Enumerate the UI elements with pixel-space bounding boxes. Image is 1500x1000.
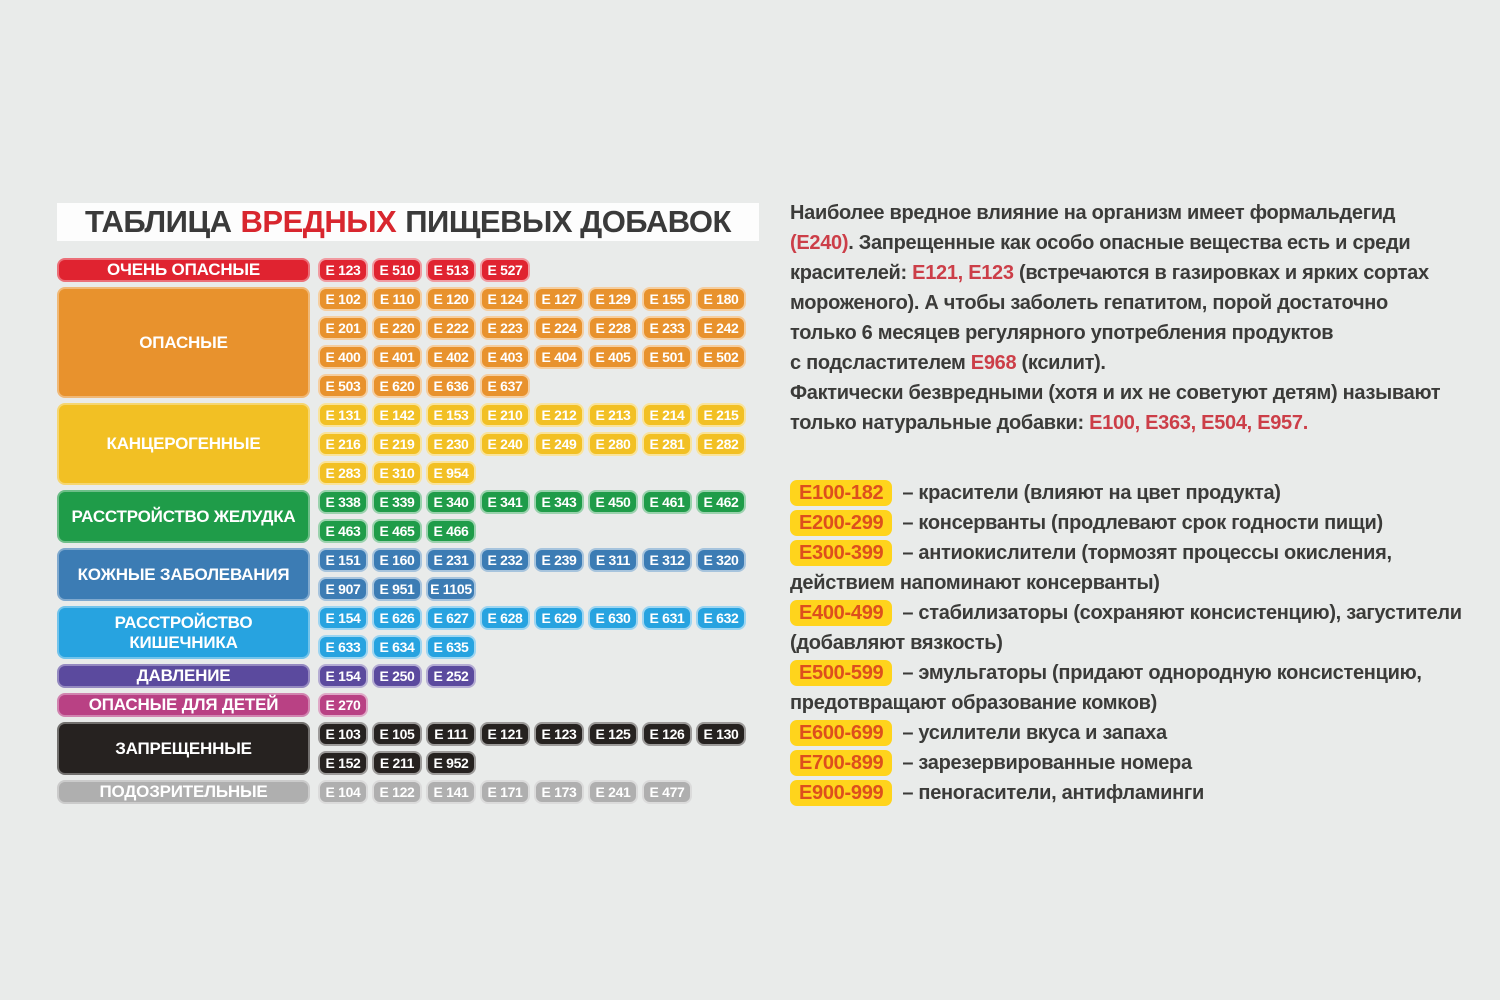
code-chip: E 312 (642, 548, 692, 572)
code-chip: E 402 (426, 345, 476, 369)
code-chip: E 634 (372, 635, 422, 659)
code-chip: E 201 (318, 316, 368, 340)
code-chip: E 142 (372, 403, 422, 427)
table-row (57, 258, 759, 282)
text-segment: Наиболее вредное влияние на организм имеет формальдегид (790, 202, 1396, 224)
code-chip: E 230 (426, 432, 476, 456)
code-chip: E 232 (480, 548, 530, 572)
code-chip: E 636 (426, 374, 476, 398)
paragraph-line (790, 258, 1490, 288)
code-chip-list (318, 548, 759, 601)
legend-item (790, 478, 1490, 508)
legend-range-badge: Е200-299 (790, 510, 892, 536)
code-chip: E 632 (696, 606, 746, 630)
category-label: РАССТРОЙСТВО ЖЕЛУДКА (57, 490, 310, 543)
code-chip: E 102 (318, 287, 368, 311)
paragraph-line (790, 408, 1490, 438)
code-chip: E 461 (642, 490, 692, 514)
code-chip: E 635 (426, 635, 476, 659)
code-chip: E 222 (426, 316, 476, 340)
legend-item (790, 598, 1490, 628)
paragraph-line (790, 228, 1490, 258)
code-chip: E 103 (318, 722, 368, 746)
code-chip: E 154 (318, 664, 368, 688)
legend-description-continued: (добавляют вязкость) (790, 632, 1003, 654)
code-chip: E 340 (426, 490, 476, 514)
additives-table (57, 258, 759, 804)
code-chip: E 111 (426, 722, 476, 746)
table-row (57, 403, 759, 485)
title-part-post: ПИЩЕВЫХ ДОБАВОК (405, 204, 731, 239)
table-row (57, 780, 759, 804)
legend-item (790, 508, 1490, 538)
table-row (57, 693, 759, 717)
legend-range-badge: Е500-599 (790, 660, 892, 686)
text-segment: Е100, Е363, Е504, Е957. (1089, 412, 1308, 434)
code-chip: E 211 (372, 751, 422, 775)
legend-item (790, 778, 1490, 808)
text-segment: только натуральные добавки: (790, 412, 1090, 434)
code-chip-list (318, 258, 759, 282)
code-chip: E 250 (372, 664, 422, 688)
code-chip: E 283 (318, 461, 368, 485)
category-label: ПОДОЗРИТЕЛЬНЫЕ (57, 780, 310, 804)
table-row (57, 490, 759, 543)
legend-range-badge: Е400-499 (790, 600, 892, 626)
code-chip: E 125 (588, 722, 638, 746)
code-chip: E 952 (426, 751, 476, 775)
category-label: РАССТРОЙСТВО КИШЕЧНИКА (57, 606, 310, 659)
legend-description: – стабилизаторы (сохраняют консистенцию), загустители (902, 602, 1462, 624)
code-chip: E 341 (480, 490, 530, 514)
code-chip-list (318, 693, 759, 717)
code-chip: E 123 (534, 722, 584, 746)
code-chip: E 124 (480, 287, 530, 311)
paragraph-line (790, 198, 1490, 228)
code-chip: E 627 (426, 606, 476, 630)
code-chip: E 310 (372, 461, 422, 485)
code-chip: E 404 (534, 345, 584, 369)
code-chip: E 216 (318, 432, 368, 456)
code-chip: E 400 (318, 345, 368, 369)
paragraph-line (790, 288, 1490, 318)
legend-description: – усилители вкуса и запаха (902, 722, 1167, 744)
text-segment: красителей: (790, 262, 913, 284)
code-chip: E 126 (642, 722, 692, 746)
code-chip-list (318, 287, 759, 398)
code-chip: E 465 (372, 519, 422, 543)
code-chip: E 510 (372, 258, 422, 282)
intro-paragraph (790, 198, 1490, 438)
code-chip: E 219 (372, 432, 422, 456)
code-chip: E 223 (480, 316, 530, 340)
code-chip: E 463 (318, 519, 368, 543)
code-chip: E 228 (588, 316, 638, 340)
code-chip: E 450 (588, 490, 638, 514)
code-chip: E 215 (696, 403, 746, 427)
code-chip: E 239 (534, 548, 584, 572)
legend-range-badge: Е300-399 (790, 540, 892, 566)
code-chip: E 155 (642, 287, 692, 311)
code-chip: E 130 (696, 722, 746, 746)
text-segment: мороженого). А чтобы заболеть гепатитом, порой достаточно (790, 292, 1388, 314)
page-title (57, 203, 759, 241)
code-chip: E 131 (318, 403, 368, 427)
code-chip: E 626 (372, 606, 422, 630)
category-label: КАНЦЕРОГЕННЫЕ (57, 403, 310, 485)
category-label: ОЧЕНЬ ОПАСНЫЕ (57, 258, 310, 282)
code-chip: E 1105 (426, 577, 476, 601)
code-chip: E 212 (534, 403, 584, 427)
legend-description: – антиокислители (тормозят процессы окисления, (902, 542, 1392, 564)
code-chip: E 249 (534, 432, 584, 456)
code-chip: E 637 (480, 374, 530, 398)
code-chip: E 224 (534, 316, 584, 340)
title-highlight: ВРЕДНЫХ (240, 204, 397, 239)
text-segment: Е121, Е123 (912, 262, 1014, 284)
category-label: ДАВЛЕНИЕ (57, 664, 310, 688)
legend-range-badge: Е700-899 (790, 750, 892, 776)
code-chip: E 153 (426, 403, 476, 427)
text-segment: (встречаются в газировках и ярких сортах (1013, 262, 1429, 284)
table-row (57, 664, 759, 688)
table-row (57, 548, 759, 601)
code-chip: E 180 (696, 287, 746, 311)
description-section (790, 198, 1490, 808)
code-chip: E 320 (696, 548, 746, 572)
code-chip: E 110 (372, 287, 422, 311)
code-chip: E 628 (480, 606, 530, 630)
code-chip: E 127 (534, 287, 584, 311)
text-segment: только 6 месяцев регулярного употребления продуктов (790, 322, 1334, 344)
legend-description-continued: предотвращают образование комков) (790, 692, 1157, 714)
code-chip: E 633 (318, 635, 368, 659)
code-chip: E 513 (426, 258, 476, 282)
code-chip: E 466 (426, 519, 476, 543)
code-chip: E 105 (372, 722, 422, 746)
code-chip-list (318, 490, 759, 543)
legend-description-continued: действием напоминают консерванты) (790, 572, 1160, 594)
code-chip: E 401 (372, 345, 422, 369)
code-chip: E 152 (318, 751, 368, 775)
code-chip: E 123 (318, 258, 368, 282)
code-chip: E 252 (426, 664, 476, 688)
code-chip: E 171 (480, 780, 530, 804)
code-chip: E 620 (372, 374, 422, 398)
code-chip: E 270 (318, 693, 368, 717)
code-chip: E 462 (696, 490, 746, 514)
text-segment: (ксилит). (1016, 352, 1106, 374)
category-label: ОПАСНЫЕ (57, 287, 310, 398)
legend-item (790, 748, 1490, 778)
code-chip: E 160 (372, 548, 422, 572)
legend-range-badge: Е100-182 (790, 480, 892, 506)
table-row (57, 606, 759, 659)
paragraph-line (790, 318, 1490, 348)
code-chip: E 630 (588, 606, 638, 630)
category-label: ОПАСНЫЕ ДЛЯ ДЕТЕЙ (57, 693, 310, 717)
code-chip-list (318, 606, 759, 659)
text-segment: Е968 (970, 352, 1017, 374)
code-chip: E 104 (318, 780, 368, 804)
code-chip: E 501 (642, 345, 692, 369)
code-chip: E 129 (588, 287, 638, 311)
code-chip: E 503 (318, 374, 368, 398)
legend-description: – консерванты (продлевают срок годности пищи) (902, 512, 1383, 534)
code-chip: E 281 (642, 432, 692, 456)
code-chip: E 210 (480, 403, 530, 427)
text-segment: (Е240) (790, 232, 849, 254)
category-label: ЗАПРЕЩЕННЫЕ (57, 722, 310, 775)
code-chip: E 241 (588, 780, 638, 804)
code-chip: E 214 (642, 403, 692, 427)
code-chip: E 141 (426, 780, 476, 804)
code-chip-list (318, 664, 759, 688)
legend-description: – эмульгаторы (придают однородную консистенцию, (902, 662, 1422, 684)
code-chip: E 220 (372, 316, 422, 340)
code-chip: E 631 (642, 606, 692, 630)
code-chip: E 280 (588, 432, 638, 456)
code-chip-list (318, 722, 759, 775)
code-chip: E 231 (426, 548, 476, 572)
legend-description: – пеногасители, антифламинги (902, 782, 1204, 804)
code-chip: E 242 (696, 316, 746, 340)
text-segment: . Запрещенные как особо опасные вещества есть и среди (848, 232, 1411, 254)
additives-table-section (57, 203, 759, 804)
table-row (57, 287, 759, 398)
legend-description: – зарезервированные номера (902, 752, 1192, 774)
code-chip: E 527 (480, 258, 530, 282)
text-segment: Фактически безвредными (хотя и их не советуют детям) называют (790, 382, 1441, 404)
paragraph-line (790, 348, 1490, 378)
legend-description: – красители (влияют на цвет продукта) (902, 482, 1281, 504)
text-segment: с подсластителем (790, 352, 971, 374)
code-chip: E 122 (372, 780, 422, 804)
legend-range-badge: Е600-699 (790, 720, 892, 746)
legend-range-badge: Е900-999 (790, 780, 892, 806)
code-chip-list (318, 403, 759, 485)
legend-item (790, 718, 1490, 748)
code-chip: E 338 (318, 490, 368, 514)
code-chip: E 343 (534, 490, 584, 514)
code-chip: E 120 (426, 287, 476, 311)
code-chip: E 151 (318, 548, 368, 572)
code-chip: E 233 (642, 316, 692, 340)
code-chip: E 282 (696, 432, 746, 456)
code-chip: E 951 (372, 577, 422, 601)
title-part-pre: ТАБЛИЦА (85, 204, 232, 239)
e-number-legend (790, 478, 1490, 808)
code-chip: E 502 (696, 345, 746, 369)
code-chip: E 405 (588, 345, 638, 369)
code-chip: E 154 (318, 606, 368, 630)
code-chip: E 954 (426, 461, 476, 485)
code-chip: E 629 (534, 606, 584, 630)
code-chip: E 339 (372, 490, 422, 514)
code-chip: E 477 (642, 780, 692, 804)
paragraph-line (790, 378, 1490, 408)
code-chip: E 403 (480, 345, 530, 369)
code-chip-list (318, 780, 759, 804)
code-chip: E 311 (588, 548, 638, 572)
category-label: КОЖНЫЕ ЗАБОЛЕВАНИЯ (57, 548, 310, 601)
table-row (57, 722, 759, 775)
code-chip: E 121 (480, 722, 530, 746)
code-chip: E 213 (588, 403, 638, 427)
code-chip: E 240 (480, 432, 530, 456)
code-chip: E 173 (534, 780, 584, 804)
code-chip: E 907 (318, 577, 368, 601)
legend-item (790, 658, 1490, 688)
legend-item (790, 538, 1490, 568)
